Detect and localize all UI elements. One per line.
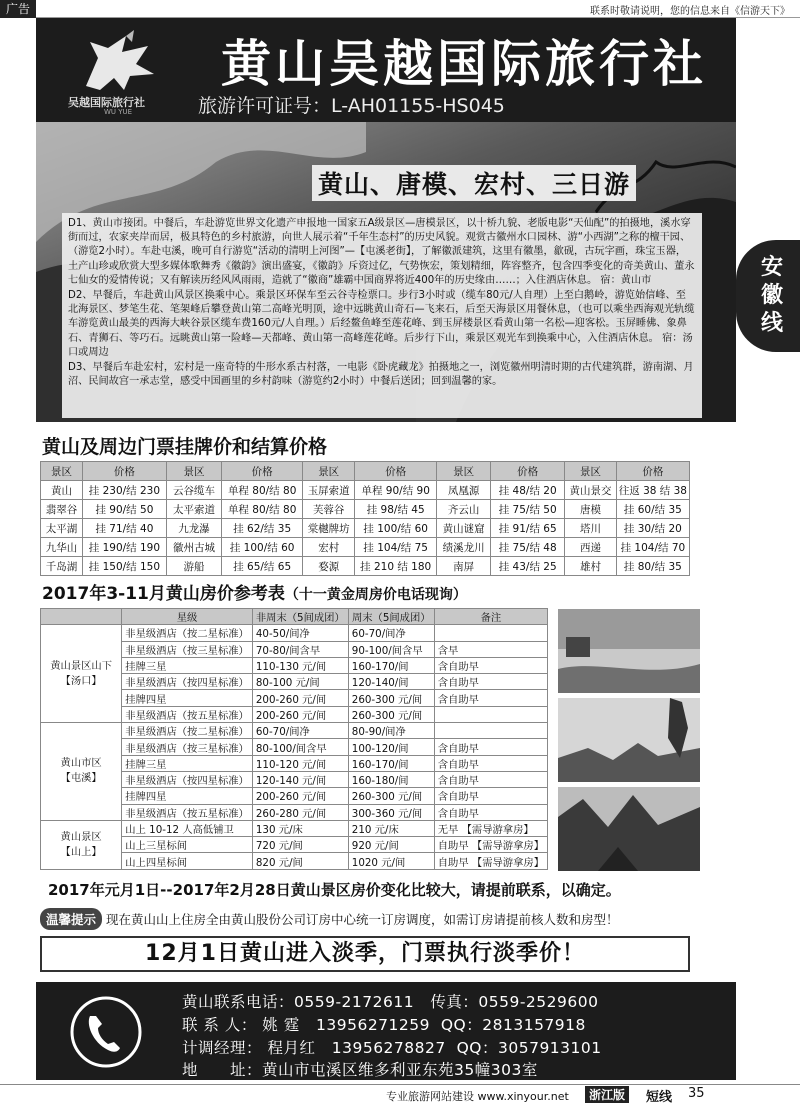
hotel-row: 黄山景区山下 【汤口】 非星级酒店（按二星标准） 40-50/间净 60-70/间净 — [41, 625, 548, 641]
warm-tip-text: 现在黄山山上住房全由黄山股份公司订房中心统一订房调度，如需订房请提前核人数和房型！ — [106, 912, 619, 927]
hotel-row: 山上四星标间 820 元/间 1020 元/间 自助早 【需导游拿房】 — [41, 853, 548, 869]
photo-lake — [558, 609, 700, 693]
hotel-price-table — [40, 608, 548, 870]
logo-text: 吴越国际旅行社 — [68, 96, 145, 109]
region-tab: 安徽线 — [736, 240, 800, 352]
ticket-row: 黄山 挂 230/结 230 云谷缆车 单程 80/结 80 玉屏索道 单程 90/结 90 凤凰源 挂 48/结 20 黄山景交 往返 38 结 38 — [41, 481, 690, 500]
hotel-row: 挂牌四星 200-260 元/间 260-300 元/间 含自助早 — [41, 690, 548, 706]
hotel-row: 非星级酒店（按四星标准） 80-100 元/间 120-140/间 含自助早 — [41, 674, 548, 690]
mountains-photo-icon — [558, 787, 700, 871]
company-name: 黄山吴越国际旅行社 — [221, 34, 707, 93]
contact-address-line: 地 址：黄山市屯溪区维多利亚东苑35幢303室 — [182, 1061, 538, 1079]
hotel-row: 黄山市区 【屯溪】 非星级酒店（按二星标准） 60-70/间净 80-90/间净 — [41, 723, 548, 739]
ticket-row: 太平湖 挂 71/结 40 九龙瀑 挂 62/结 35 棠樾牌坊 挂 100/结 60 黄山谜窟 挂 91/结 65 塔川 挂 30/结 20 — [41, 519, 690, 538]
contact-manager-line: 计调经理： 程月红 13956278827 QQ：3057913101 — [182, 1039, 602, 1057]
hotel-row: 非星级酒店（按五星标准） 200-260 元/间 260-300 元/间 — [41, 706, 548, 722]
ticket-row: 翡翠谷 挂 90/结 50 太平索道 单程 80/结 80 芙蓉谷 挂 98/结 45 齐云山 挂 75/结 50 唐模 挂 60/结 35 — [41, 500, 690, 519]
ticket-header-row: 景区 价格 景区 价格 景区 价格 景区 价格 景区 价格 — [41, 462, 690, 481]
contact-block — [36, 982, 736, 1080]
photo-peaks — [558, 698, 700, 782]
itinerary-box — [62, 213, 702, 418]
ad-tag: 广告 — [0, 0, 36, 18]
photo-mountains — [558, 787, 700, 871]
hero-title: 黄山、唐模、宏村、三日游 — [312, 165, 636, 201]
hotel-row: 挂牌三星 110-120 元/间 160-170/间 含自助早 — [41, 755, 548, 771]
hotel-row: 挂牌四星 200-260 元/间 260-300 元/间 含自助早 — [41, 788, 548, 804]
top-strip — [0, 0, 800, 18]
warm-tip — [40, 908, 619, 930]
ticket-row: 千岛湖 挂 150/结 150 游船 挂 65/结 65 婺源 挂 210 结 180 南屏 挂 43/结 25 雄村 挂 80/结 35 — [41, 557, 690, 576]
area-tunxi: 黄山市区 【屯溪】 — [41, 723, 122, 821]
header-banner — [36, 18, 736, 122]
footer-site: 专业旅游网站建设 www.xinyour.net — [386, 1090, 569, 1103]
peaks-photo-icon — [558, 698, 700, 782]
ticket-price-table — [40, 461, 690, 576]
hotel-row: 非星级酒店（按四星标准） 120-140 元/间 160-180/间 含自助早 — [41, 771, 548, 787]
contact-person-line: 联 系 人： 姚 霆 13956271259 QQ：2813157918 — [182, 1016, 586, 1034]
hotel-header-row: 星级 非周末（5间成团） 周末（5间成团） 备注 — [41, 609, 548, 625]
price-change-notice: 2017年元月1日--2017年2月28日黄山景区房价变化比较大，请提前联系，以确定。 — [48, 881, 621, 899]
hotel-row: 黄山景区 【山上】 山上 10-12 人高低铺卫 130 元/床 210 元/床 无早 【需导游拿房】 — [41, 820, 548, 836]
page-footer — [0, 1084, 800, 1103]
hotel-section-title: 2017年3-11月黄山房价参考表（十一黄金周房价电话现询） — [42, 584, 467, 604]
ticket-row: 九华山 挂 190/结 190 徽州古城 挂 100/结 60 宏村 挂 104/结 75 绩溪龙川 挂 75/结 48 西递 挂 104/结 70 — [41, 538, 690, 557]
footer-section: 短线 — [646, 1090, 673, 1103]
hotel-row: 非星级酒店（按三星标准） 70-80/间含早 90-100/间含早 含早 — [41, 641, 548, 657]
footer-edition: 浙江版 — [585, 1086, 629, 1103]
hotel-row: 挂牌三星 110-130 元/间 160-170/间 含自助早 — [41, 657, 548, 673]
area-mountain-top: 黄山景区 【山上】 — [41, 820, 122, 869]
company-logo — [56, 24, 186, 118]
itinerary-day-1: D1、黄山市接团。中餐后，车赴游览世界文化遗产申报地一国家五A级景区—唐模景区，以十桥九貌、老版电影“天仙配”的拍摄地，溪水穿街而过，农家夹岸而居，极具特色的乡村旅游，向世人展示着“千年生态村”的历史风貌。观赏古徽州水口园林、游“小西湖”之称的檀干园、（游览2小时）。车赴屯溪，晚可自行游览“活动的清明上河图”—【屯溪老街】，了解徽派建筑，这里有徽墨，歙砚，古玩字画，珠宝玉器，土产山珍或欣赏大型多媒体歌舞秀《徽韵》演出盛宴，《徽韵》斥资过亿，气势恢宏，策划精细，阵容整齐，包含四季变化的奇美黄山、董永七仙女的爱情传说；又有解读历经风风雨雨，造就了“徽商”雄霸中国商界将近400年的历史缘由……；入住酒店休息。 宿：黄山市 — [68, 218, 695, 286]
telephone-icon — [56, 994, 156, 1070]
top-notice: 联系时敬请说明，您的信息来自《信游天下》 — [590, 6, 790, 17]
hotel-row: 山上三星标间 720 元/间 920 元/间 自助早 【需导游拿房】 — [41, 837, 548, 853]
hotel-row: 非星级酒店（按五星标准） 260-280 元/间 300-360 元/间 含自助早 — [41, 804, 548, 820]
area-tangkou: 黄山景区山下 【汤口】 — [41, 625, 122, 723]
license-number: 旅游许可证号：L-AH01155-HS045 — [198, 95, 505, 117]
logo-sub: WU YUE — [104, 108, 133, 116]
page-number: 35 — [688, 1086, 705, 1101]
itinerary-day-2: D2、早餐后，车赴黄山风景区换乘中心。乘景区环保车至云谷寺检票口。步行3小时或（缆车80元/人自理）上至白鹅岭，游览始信峰、至北海景区、梦笔生花、笔架峰后攀登黄山第二高峰光明顶，途中远眺黄山奇石—飞来石，后至天海景区用餐休息，（也可以乘坐西海观光轨缆车游览黄山最美的西海大峡谷景区缆车费160元/人自理。）后经鳌鱼峰至莲花峰、到玉屏楼景区看黄山第一名松—迎客松。玉屏睡佛、象鼻石、青狮石、等巧石。远眺黄山第一险峰—天都峰、黄山第一高峰莲花峰。后步行下山，乘景区观光车到换乘中心，入住酒店休息。 宿：汤口或周边 — [68, 290, 695, 358]
ticket-section-title: 黄山及周边门票挂牌价和结算价格 — [42, 436, 328, 458]
itinerary-day-3: D3、早餐后车赴宏村，宏村是一座奇特的牛形水系古村落，一电影《卧虎藏龙》拍摄地之一，浏览徽州明清时期的古代建筑群，游南湖、月沼、民间故宫一承志堂，感受中国画里的乡村韵味（游览约2小时）中餐后送团；回到温馨的家。 — [68, 362, 694, 388]
warm-tip-badge: 温馨提示 — [40, 908, 102, 930]
contact-phone-line: 黄山联系电话：0559-2172611 传真：0559-2529600 — [182, 993, 599, 1011]
lake-photo-icon — [558, 609, 700, 693]
off-season-banner: 12月1日黄山进入淡季，门票执行淡季价！ — [40, 936, 690, 972]
hotel-row: 非星级酒店（按三星标准） 80-100/间含早 100-120/间 含自助早 — [41, 739, 548, 755]
